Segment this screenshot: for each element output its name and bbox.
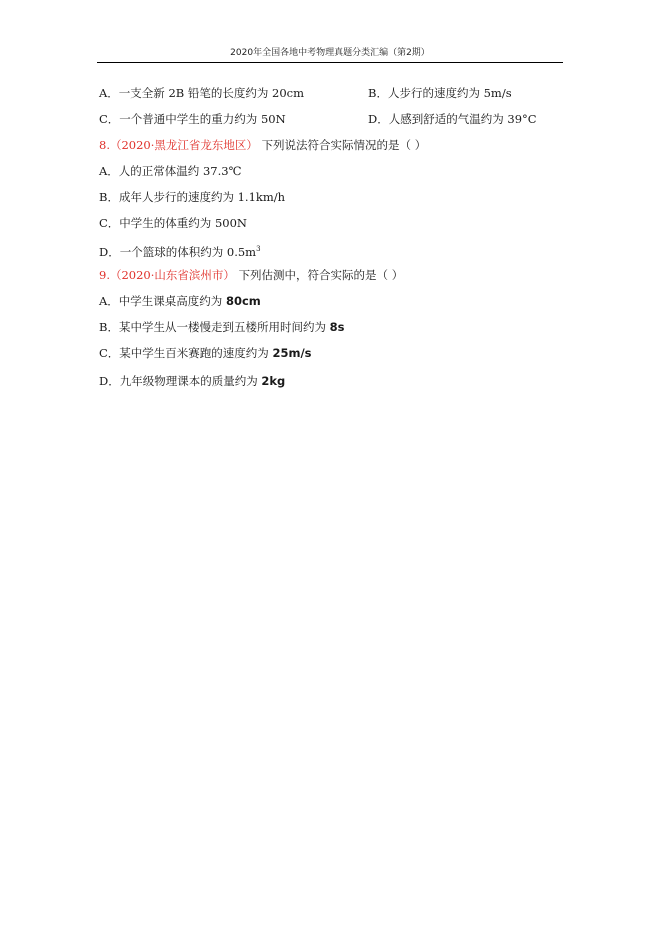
q7-option-d: D．人感到舒适的气温约为 39°C (368, 112, 537, 126)
q9-stem: 下列估测中，符合实际的是（ ） (238, 268, 404, 282)
q8-option-c: C．中学生的体重约为 500N (99, 216, 247, 230)
header-divider (97, 62, 563, 63)
q8-option-b: B．成年人步行的速度约为 1.1km/h (99, 190, 286, 204)
q7-option-c: C．一个普通中学生的重力约为 50N (99, 112, 286, 126)
q8-source: （2020·黑龙江省龙东地区） (109, 138, 258, 152)
q9-option-b-text: B．某中学生从一楼慢走到五楼所用时间约为 (99, 320, 330, 334)
q9-option-a-text: A．中学生课桌高度约为 (99, 294, 226, 308)
q9-option-d-text: D．九年级物理课本的质量约为 (99, 374, 262, 388)
q8-option-d-text: D．一个篮球的体积约为 0.5m (99, 245, 257, 259)
q8-option-d-exponent: 3 (256, 245, 261, 253)
q9-option-d (99, 374, 285, 389)
q7-option-b: B．人步行的速度约为 5m/s (368, 86, 512, 100)
q9-option-a (99, 294, 261, 309)
q9-option-d-value: 2kg (261, 374, 286, 388)
q8-question (99, 138, 426, 153)
page-header: 2020年全国各地中考物理真题分类汇编（第2期） (230, 48, 430, 58)
q9-question (99, 268, 403, 283)
q8-option-a: A．人的正常体温约 37.3℃ (99, 164, 242, 178)
q9-option-b (99, 320, 344, 335)
q9-option-c-text: C．某中学生百米赛跑的速度约为 (99, 346, 273, 360)
q9-option-c (99, 346, 312, 361)
q8-stem: 下列说法符合实际情况的是（ ） (261, 138, 427, 152)
q9-option-c-value: 25m/s (272, 346, 312, 360)
q8-number: 8. (99, 138, 110, 152)
q8-option-d (99, 242, 261, 260)
q9-number: 9. (99, 268, 110, 282)
q9-option-b-value: 8s (329, 320, 345, 334)
q9-source: （2020·山东省滨州市） (109, 268, 235, 282)
q7-option-a: A．一支全新 2B 铅笔的长度约为 20cm (99, 86, 305, 100)
q9-option-a-value: 80cm (225, 294, 261, 308)
